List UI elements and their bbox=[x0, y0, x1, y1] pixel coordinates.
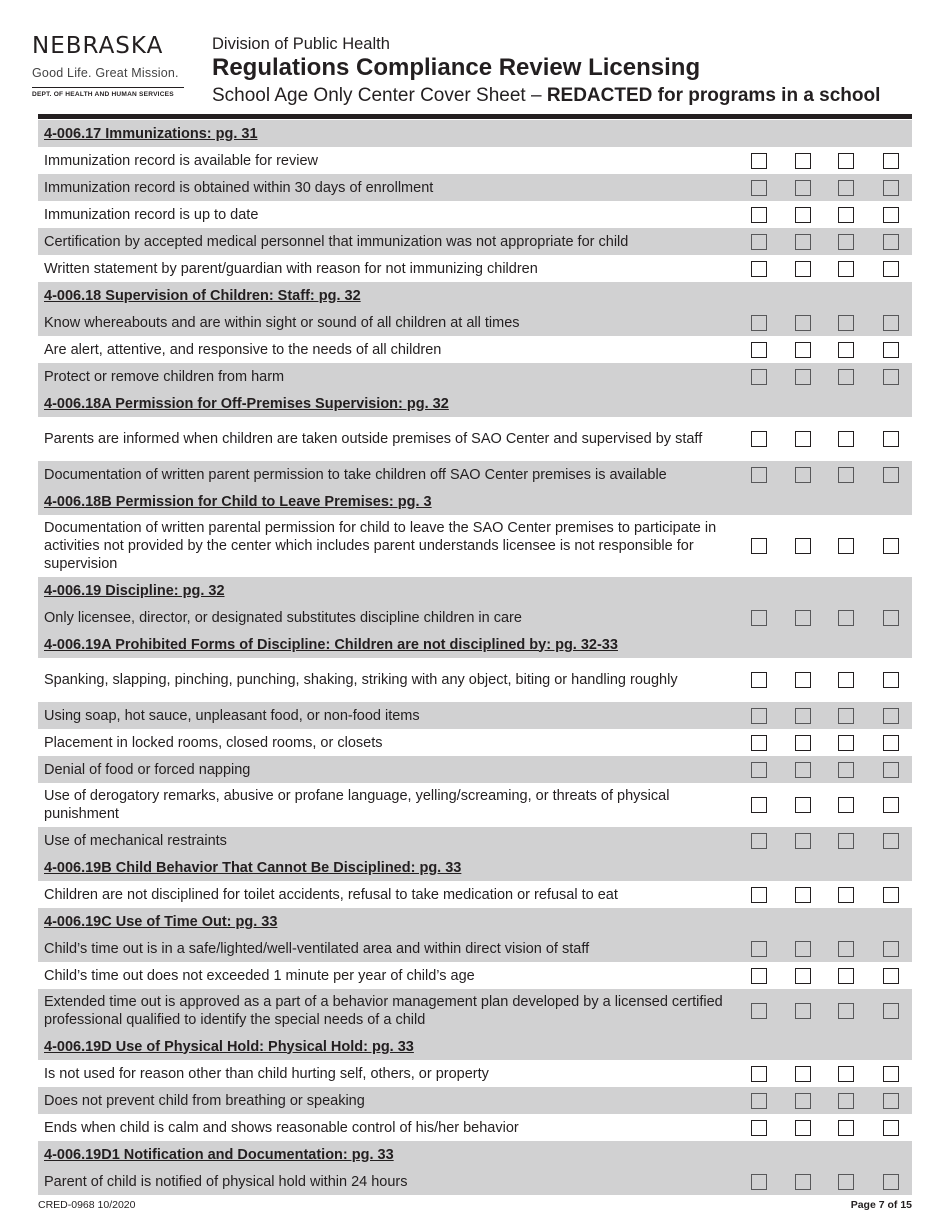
checkbox-col-3[interactable] bbox=[838, 708, 854, 724]
checkbox-col-1[interactable] bbox=[751, 1174, 767, 1190]
checkbox-col-1[interactable] bbox=[751, 887, 767, 903]
checkbox-col-4[interactable] bbox=[883, 180, 899, 196]
requirement-text: Use of derogatory remarks, abusive or profane language, yelling/screaming, or threats of physical punishment bbox=[44, 788, 670, 822]
requirement-text: Certification by accepted medical personnel that immunization was not appropriate for child bbox=[44, 233, 629, 250]
checkbox-col-2[interactable] bbox=[795, 833, 811, 849]
checkbox-col-3[interactable] bbox=[838, 941, 854, 957]
section-header bbox=[38, 1141, 912, 1168]
requirement-text: Children are not disciplined for toilet accidents, refusal to take medication or refusal to eat bbox=[44, 886, 618, 903]
checkbox-col-1[interactable] bbox=[751, 833, 767, 849]
requirement-text: Denial of food or forced napping bbox=[44, 761, 251, 778]
checklist-row bbox=[38, 935, 912, 962]
checkbox-col-1[interactable] bbox=[751, 1066, 767, 1082]
checkbox-col-3[interactable] bbox=[838, 538, 854, 554]
checkbox-col-4[interactable] bbox=[883, 431, 899, 447]
requirement-text: Ends when child is calm and shows reasonable control of his/her behavior bbox=[44, 1119, 519, 1136]
page-header bbox=[0, 0, 950, 118]
section-title: 4-006.19D1 Notification and Documentation: pg. 33 bbox=[44, 1146, 394, 1163]
page-title: Regulations Compliance Review Licensing bbox=[212, 54, 701, 81]
checkbox-col-3[interactable] bbox=[838, 887, 854, 903]
checkbox-col-2[interactable] bbox=[795, 610, 811, 626]
checkbox-col-2[interactable] bbox=[795, 431, 811, 447]
checklist-row bbox=[38, 363, 912, 390]
checkbox-col-2[interactable] bbox=[795, 1066, 811, 1082]
nebraska-dhhs-logo bbox=[32, 32, 188, 98]
requirement-text: Parent of child is notified of physical hold within 24 hours bbox=[44, 1173, 408, 1190]
requirement-text: Is not used for reason other than child hurting self, others, or property bbox=[44, 1065, 489, 1082]
checkbox-col-2[interactable] bbox=[795, 941, 811, 957]
checkbox-col-1[interactable] bbox=[751, 234, 767, 250]
checkbox-col-4[interactable] bbox=[883, 968, 899, 984]
checklist-row bbox=[38, 989, 912, 1033]
checkbox-col-1[interactable] bbox=[751, 968, 767, 984]
checklist-row bbox=[38, 1060, 912, 1087]
checkbox-col-4[interactable] bbox=[883, 369, 899, 385]
checkbox-col-2[interactable] bbox=[795, 1120, 811, 1136]
requirement-text: Immunization record is available for review bbox=[44, 152, 318, 169]
requirement-text: Using soap, hot sauce, unpleasant food, or non-food items bbox=[44, 707, 420, 724]
form-id: CRED-0968 10/2020 bbox=[38, 1199, 136, 1211]
requirement-text: Immunization record is obtained within 30 days of enrollment bbox=[44, 179, 434, 196]
checklist-row bbox=[38, 228, 912, 255]
checkbox-col-1[interactable] bbox=[751, 467, 767, 483]
checkbox-col-3[interactable] bbox=[838, 762, 854, 778]
checkbox-col-2[interactable] bbox=[795, 234, 811, 250]
requirement-text: Child’s time out is in a safe/lighted/well-ventilated area and within direct vision of staff bbox=[44, 940, 590, 957]
checklist-row bbox=[38, 461, 912, 488]
checkbox-col-4[interactable] bbox=[883, 833, 899, 849]
checkbox-col-4[interactable] bbox=[883, 315, 899, 331]
division-name: Division of Public Health bbox=[212, 35, 390, 53]
checkbox-col-4[interactable] bbox=[883, 610, 899, 626]
checklist-row bbox=[38, 962, 912, 989]
checkbox-col-2[interactable] bbox=[795, 797, 811, 813]
checkbox-col-4[interactable] bbox=[883, 672, 899, 688]
checkbox-col-1[interactable] bbox=[751, 1093, 767, 1109]
section-title: 4-006.19C Use of Time Out: pg. 33 bbox=[44, 913, 278, 930]
requirement-text: Does not prevent child from breathing or speaking bbox=[44, 1092, 365, 1109]
checklist-row bbox=[38, 201, 912, 228]
compliance-checklist bbox=[38, 120, 912, 1195]
checkbox-col-3[interactable] bbox=[838, 467, 854, 483]
checkbox-col-3[interactable] bbox=[838, 672, 854, 688]
checklist-row bbox=[38, 515, 912, 577]
checkbox-col-4[interactable] bbox=[883, 941, 899, 957]
checkbox-col-2[interactable] bbox=[795, 261, 811, 277]
checkbox-col-3[interactable] bbox=[838, 1066, 854, 1082]
checkbox-col-2[interactable] bbox=[795, 762, 811, 778]
checklist-row bbox=[38, 417, 912, 461]
checkbox-col-2[interactable] bbox=[795, 538, 811, 554]
checkbox-col-1[interactable] bbox=[751, 431, 767, 447]
requirement-text: Documentation of written parent permission to take children off SAO Center premises is available bbox=[44, 466, 667, 483]
checkbox-col-2[interactable] bbox=[795, 180, 811, 196]
requirement-text: Spanking, slapping, pinching, punching, shaking, striking with any object, biting or handling roughly bbox=[44, 672, 678, 688]
checklist-row bbox=[38, 255, 912, 282]
checkbox-col-3[interactable] bbox=[838, 735, 854, 751]
checkbox-col-4[interactable] bbox=[883, 708, 899, 724]
checklist-row bbox=[38, 1087, 912, 1114]
checkbox-col-1[interactable] bbox=[751, 153, 767, 169]
checkbox-col-2[interactable] bbox=[795, 207, 811, 223]
checkbox-col-1[interactable] bbox=[751, 207, 767, 223]
checkbox-col-2[interactable] bbox=[795, 369, 811, 385]
checkbox-col-1[interactable] bbox=[751, 735, 767, 751]
checkbox-col-2[interactable] bbox=[795, 887, 811, 903]
requirement-text: Documentation of written parental permission for child to leave the SAO Center premises to participate in activities not provided by the center which includes parent understands licensee is not responsible for supervision bbox=[44, 520, 717, 572]
checkbox-col-4[interactable] bbox=[883, 1093, 899, 1109]
checkbox-col-3[interactable] bbox=[838, 207, 854, 223]
requirement-text: Immunization record is up to date bbox=[44, 206, 259, 223]
checklist-row bbox=[38, 881, 912, 908]
checkbox-col-4[interactable] bbox=[883, 234, 899, 250]
section-header bbox=[38, 120, 912, 147]
checkbox-col-4[interactable] bbox=[883, 153, 899, 169]
checklist-row bbox=[38, 1168, 912, 1195]
checkbox-col-3[interactable] bbox=[838, 234, 854, 250]
requirement-text: Are alert, attentive, and responsive to the needs of all children bbox=[44, 341, 442, 358]
section-header bbox=[38, 854, 912, 881]
checkbox-col-3[interactable] bbox=[838, 315, 854, 331]
checkbox-col-4[interactable] bbox=[883, 538, 899, 554]
checkbox-col-2[interactable] bbox=[795, 153, 811, 169]
checkbox-col-1[interactable] bbox=[751, 369, 767, 385]
logo-wordmark: NEBRASKA bbox=[32, 33, 164, 59]
checklist-row bbox=[38, 336, 912, 363]
page-subtitle bbox=[212, 82, 880, 110]
checkbox-col-4[interactable] bbox=[883, 762, 899, 778]
checkbox-col-3[interactable] bbox=[838, 833, 854, 849]
logo-tagline: Good Life. Great Mission. bbox=[32, 66, 179, 80]
requirement-text: Protect or remove children from harm bbox=[44, 368, 285, 385]
checkbox-col-2[interactable] bbox=[795, 708, 811, 724]
checkbox-col-3[interactable] bbox=[838, 1093, 854, 1109]
requirement-text: Child’s time out does not exceeded 1 minute per year of child’s age bbox=[44, 967, 475, 984]
checkbox-col-1[interactable] bbox=[751, 180, 767, 196]
checkbox-col-2[interactable] bbox=[795, 1174, 811, 1190]
requirement-text: Extended time out is approved as a part of a behavior management plan developed by a licensed certified professional qualified to identify the special needs of a child bbox=[44, 994, 723, 1028]
checkbox-col-3[interactable] bbox=[838, 610, 854, 626]
requirement-text: Use of mechanical restraints bbox=[44, 832, 227, 849]
requirement-text: Placement in locked rooms, closed rooms, or closets bbox=[44, 734, 383, 751]
checklist-row bbox=[38, 604, 912, 631]
checkbox-col-1[interactable] bbox=[751, 1003, 767, 1019]
section-title: 4-006.18 Supervision of Children: Staff: pg. 32 bbox=[44, 287, 361, 304]
checklist-row bbox=[38, 309, 912, 336]
checkbox-col-1[interactable] bbox=[751, 261, 767, 277]
checkbox-col-1[interactable] bbox=[751, 342, 767, 358]
checkbox-col-3[interactable] bbox=[838, 968, 854, 984]
checkbox-col-2[interactable] bbox=[795, 735, 811, 751]
checkbox-col-2[interactable] bbox=[795, 1093, 811, 1109]
checklist-row bbox=[38, 827, 912, 854]
checkbox-col-3[interactable] bbox=[838, 431, 854, 447]
checkbox-col-3[interactable] bbox=[838, 261, 854, 277]
checkbox-col-1[interactable] bbox=[751, 797, 767, 813]
checklist-row bbox=[38, 702, 912, 729]
section-header bbox=[38, 390, 912, 417]
checkbox-col-1[interactable] bbox=[751, 610, 767, 626]
checkbox-col-4[interactable] bbox=[883, 261, 899, 277]
section-title: 4-006.19B Child Behavior That Cannot Be Disciplined: pg. 33 bbox=[44, 859, 462, 876]
section-title: 4-006.19D Use of Physical Hold: Physical Hold: pg. 33 bbox=[44, 1038, 414, 1055]
checklist-row bbox=[38, 756, 912, 783]
checkbox-col-1[interactable] bbox=[751, 538, 767, 554]
section-header bbox=[38, 908, 912, 935]
checkbox-col-1[interactable] bbox=[751, 1120, 767, 1136]
checklist-row bbox=[38, 729, 912, 756]
checkbox-col-4[interactable] bbox=[883, 1066, 899, 1082]
checklist-row bbox=[38, 658, 912, 702]
checkbox-col-3[interactable] bbox=[838, 1003, 854, 1019]
checkbox-col-4[interactable] bbox=[883, 1120, 899, 1136]
checkbox-col-2[interactable] bbox=[795, 1003, 811, 1019]
section-title: 4-006.18B Permission for Child to Leave Premises: pg. 3 bbox=[44, 493, 432, 510]
checkbox-col-3[interactable] bbox=[838, 1174, 854, 1190]
checkbox-col-4[interactable] bbox=[883, 207, 899, 223]
checkbox-col-1[interactable] bbox=[751, 708, 767, 724]
header-titles bbox=[212, 33, 880, 110]
checkbox-col-4[interactable] bbox=[883, 342, 899, 358]
checkbox-col-1[interactable] bbox=[751, 762, 767, 778]
section-title: 4-006.19A Prohibited Forms of Discipline: Children are not disciplined by: pg. 32-33 bbox=[44, 636, 618, 653]
section-title: 4-006.18A Permission for Off-Premises Supervision: pg. 32 bbox=[44, 395, 449, 412]
checkbox-col-2[interactable] bbox=[795, 968, 811, 984]
checklist-row bbox=[38, 783, 912, 827]
checklist-row bbox=[38, 147, 912, 174]
checkbox-col-4[interactable] bbox=[883, 467, 899, 483]
checkbox-col-3[interactable] bbox=[838, 369, 854, 385]
checkbox-col-2[interactable] bbox=[795, 672, 811, 688]
checklist-row bbox=[38, 1114, 912, 1141]
checkbox-col-2[interactable] bbox=[795, 315, 811, 331]
checkbox-col-1[interactable] bbox=[751, 672, 767, 688]
requirement-text: Parents are informed when children are taken outside premises of SAO Center and supervised by staff bbox=[44, 431, 703, 447]
checkbox-col-4[interactable] bbox=[883, 1003, 899, 1019]
header-rule bbox=[38, 114, 912, 119]
requirement-text: Written statement by parent/guardian with reason for not immunizing children bbox=[44, 260, 538, 277]
checkbox-col-3[interactable] bbox=[838, 797, 854, 813]
subtitle-bold: REDACTED for programs in a school bbox=[546, 85, 881, 106]
checkbox-col-4[interactable] bbox=[883, 1174, 899, 1190]
page-number: Page 7 of 15 bbox=[850, 1199, 912, 1211]
checkbox-col-1[interactable] bbox=[751, 315, 767, 331]
checkbox-col-4[interactable] bbox=[883, 735, 899, 751]
section-header bbox=[38, 1033, 912, 1060]
section-header bbox=[38, 577, 912, 604]
section-header bbox=[38, 282, 912, 309]
checkbox-col-3[interactable] bbox=[838, 1120, 854, 1136]
checklist-row bbox=[38, 174, 912, 201]
subtitle-plain: School Age Only Center Cover Sheet – bbox=[212, 85, 547, 106]
checkbox-col-3[interactable] bbox=[838, 342, 854, 358]
section-title: 4-006.17 Immunizations: pg. 31 bbox=[44, 125, 258, 142]
logo-divider bbox=[32, 87, 184, 88]
logo-department: DEPT. OF HEALTH AND HUMAN SERVICES bbox=[32, 91, 174, 98]
requirement-text: Only licensee, director, or designated substitutes discipline children in care bbox=[44, 609, 522, 626]
checkbox-col-2[interactable] bbox=[795, 467, 811, 483]
requirement-text: Know whereabouts and are within sight or sound of all children at all times bbox=[44, 314, 520, 331]
section-header bbox=[38, 488, 912, 515]
section-header bbox=[38, 631, 912, 658]
checkbox-col-3[interactable] bbox=[838, 180, 854, 196]
checkbox-col-2[interactable] bbox=[795, 342, 811, 358]
checkbox-col-4[interactable] bbox=[883, 887, 899, 903]
checkbox-col-4[interactable] bbox=[883, 797, 899, 813]
checkbox-col-3[interactable] bbox=[838, 153, 854, 169]
section-title: 4-006.19 Discipline: pg. 32 bbox=[44, 582, 225, 599]
checkbox-col-1[interactable] bbox=[751, 941, 767, 957]
